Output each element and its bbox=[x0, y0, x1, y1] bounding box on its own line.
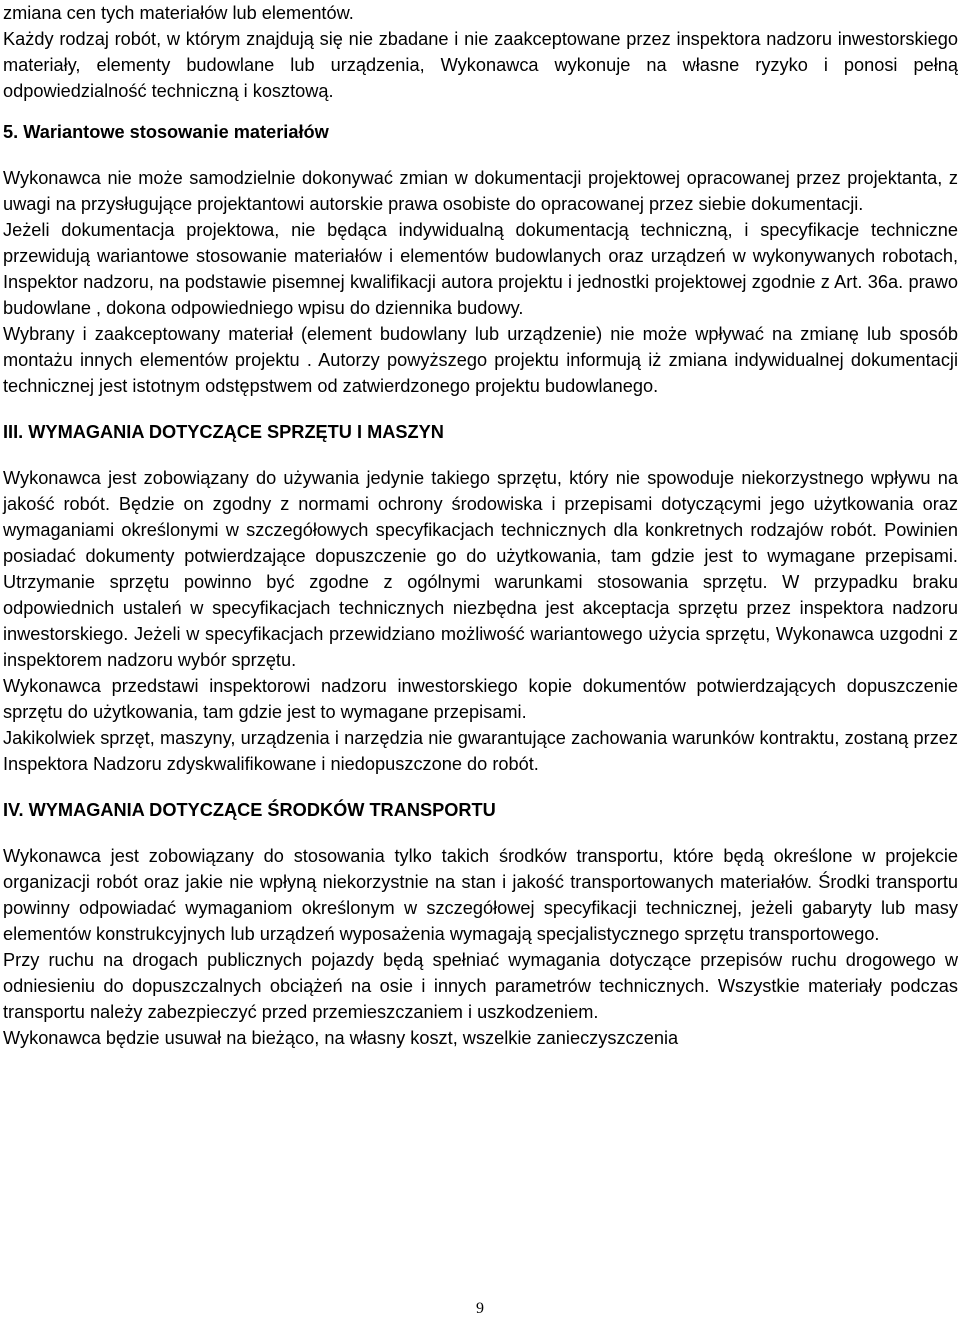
section-5-heading: 5. Wariantowe stosowanie materiałów bbox=[3, 122, 329, 142]
page-number: 9 bbox=[476, 1300, 484, 1317]
intro-paragraph-2: Każdy rodzaj robót, w którym znajdują się nie zbadane i nie zaakceptowane przez inspektora nadzoru inwestorskiego materiały, elementy budowlane lub urządzenia, Wykonawca wykonuje na własne ryzyko i ponosi pełną odpowiedzialność techniczną i kosztową. bbox=[3, 29, 958, 101]
section-iii-paragraph-1: Wykonawca jest zobowiązany do używania jedynie takiego sprzętu, który nie spowoduje niekorzystnego wpływu na jakość robót. Będzie on zgodny z normami ochrony środowiska i przepisami dotyczącymi jego użytkowania oraz wymaganiami określonymi w szczegółowych specyfikacjach technicznych dla konkretnych rodzajów robót. Powinien posiadać dokumenty potwierdzające dopuszczenie go do użytkowania, tam gdzie jest to wymagane przepisami. Utrzymanie sprzętu powinno być zgodne z ogólnymi warunkami stosowania sprzętu. W przypadku braku odpowiednich ustaleń w specyfikacjach technicznych niezbędna jest akceptacja sprzętu przez inspektora nadzoru inwestorskiego. Jeżeli w specyfikacjach przewidziano możliwość wariantowego użycia sprzętu, Wykonawca uzgodni z inspektorem nadzoru wybór sprzętu. bbox=[3, 468, 958, 670]
section-iv-paragraph-1: Wykonawca jest zobowiązany do stosowania tylko takich środków transportu, które będą określone w projekcie organizacji robót oraz jakie nie wpłyną niekorzystnie na stan i jakość transportowanych materiałów. Środki transportu powinny odpowiadać wymaganiom określonym w szczegółowej specyfikacji technicznej, jeżeli gabaryty lub masy elementów konstrukcyjnych lub urządzeń wyposażenia wymagają specjalistycznego sprzętu transportowego. bbox=[3, 846, 958, 944]
section-iii-paragraph-2: Wykonawca przedstawi inspektorowi nadzoru inwestorskiego kopie dokumentów potwierdzających dopuszczenie sprzętu do użytkowania, tam gdzie jest to wymagane przepisami. bbox=[3, 676, 958, 722]
section-iv-paragraph-3: Wykonawca będzie usuwał na bieżąco, na własny koszt, wszelkie zanieczyszczenia bbox=[3, 1028, 679, 1048]
section-5-paragraph-2: Jeżeli dokumentacja projektowa, nie będąca indywidualną dokumentacją techniczną, i specyfikacje techniczne przewidują wariantowe stosowanie materiałów i elementów budowlanych oraz urządzeń w wykonywanych robotach, Inspektor nadzoru, na podstawie pisemnej kwalifikacji autora projektu i jednostki projektowej zgodnie z Art. 36a. prawo budowlane , dokona odpowiedniego wpisu do dziennika budowy. bbox=[3, 220, 958, 318]
section-iii-paragraph-3: Jakikolwiek sprzęt, maszyny, urządzenia i narzędzia nie gwarantujące zachowania warunków kontraktu, zostaną przez Inspektora Nadzoru zdyskwalifikowane i niedopuszczone do robót. bbox=[3, 728, 958, 774]
intro-paragraph-1: zmiana cen tych materiałów lub elementów. bbox=[3, 3, 354, 23]
section-iii-heading: III. WYMAGANIA DOTYCZĄCE SPRZĘTU I MASZYN bbox=[3, 422, 444, 442]
section-iv-paragraph-2: Przy ruchu na drogach publicznych pojazdy będą spełniać wymagania dotyczące przepisów ruchu drogowego w odniesieniu do dopuszczalnych obciążeń na osie i innych parametrów technicznych. Wszystkie materiały podczas transportu należy zabezpieczyć przed przemieszczaniem i uszkodzeniem. bbox=[3, 950, 958, 1022]
section-5-paragraph-3: Wybrany i zaakceptowany materiał (element budowlany lub urządzenie) nie może wpływać na zmianę lub sposób montażu innych elementów projektu . Autorzy powyższego projektu informują iż zmiana indywidualnej dokumentacji technicznej jest istotnym odstępstwem od zatwierdzonego projektu budowlanego. bbox=[3, 324, 958, 396]
section-5-paragraph-1: Wykonawca nie może samodzielnie dokonywać zmian w dokumentacji projektowej opracowanej przez projektanta, z uwagi na przysługujące projektantowi autorskie prawa osobiste do opracowanej przez siebie dokumentacji. bbox=[3, 168, 958, 214]
document-page bbox=[3, 0, 958, 1051]
section-iv-heading: IV. WYMAGANIA DOTYCZĄCE ŚRODKÓW TRANSPORTU bbox=[3, 800, 496, 820]
